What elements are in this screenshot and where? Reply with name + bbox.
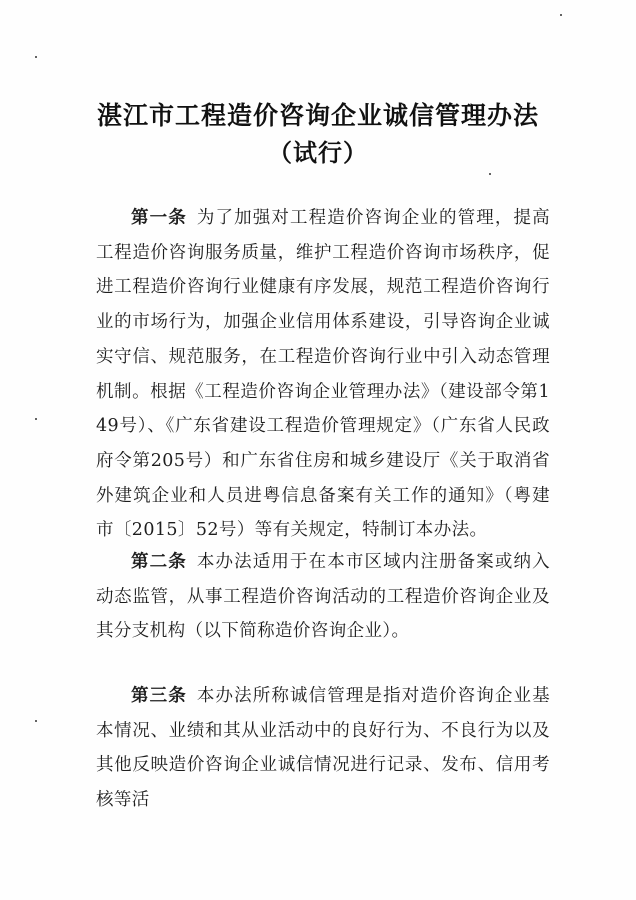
document-subtitle: （试行）	[268, 138, 368, 167]
article-1	[96, 201, 550, 548]
article-body: 本办法适用于在本市区域内注册备案或纳入动态监管，从事工程造价咨询活动的工程造价咨询企业及其分支机构（以下简称造价咨询企业）。	[96, 552, 550, 642]
article-body: 为了加强对工程造价咨询企业的管理，提高工程造价咨询服务质量，维护工程造价咨询市场秩序，促进工程造价咨询行业健康有序发展，规范工程造价咨询行业的市场行为，加强企业信用体系建设，引导咨询企业诚实守信、规范服务，在工程造价咨询行业中引入动态管理机制。根据《工程造价咨询企业管理办法》（建设部令第149号）、《广东省建设工程造价管理规定》（广东省人民政府令第205号）和广东省住房和城乡建设厅《关于取消省外建筑企业和人员进粤信息备案有关工作的通知》（粤建市〔2015〕52号）等有关规定，特制订本办法。	[96, 208, 550, 541]
scan-speck	[560, 14, 562, 16]
scan-speck	[35, 56, 37, 58]
article-heading: 第一条	[131, 208, 187, 228]
scan-speck	[35, 720, 37, 722]
article-heading: 第二条	[131, 552, 187, 572]
article-body: 本办法所称诚信管理是指对造价咨询企业基本情况、业绩和其从业活动中的良好行为、不良行为以及其他反映造价咨询企业诚信情况进行记录、发布、信用考核等活	[96, 686, 550, 811]
article-3	[96, 679, 550, 818]
scan-speck	[35, 418, 37, 420]
article-2	[96, 545, 550, 649]
scan-speck	[489, 173, 491, 175]
article-heading: 第三条	[131, 686, 187, 706]
document-title: 湛江市工程造价咨询企业诚信管理办法	[96, 101, 539, 130]
